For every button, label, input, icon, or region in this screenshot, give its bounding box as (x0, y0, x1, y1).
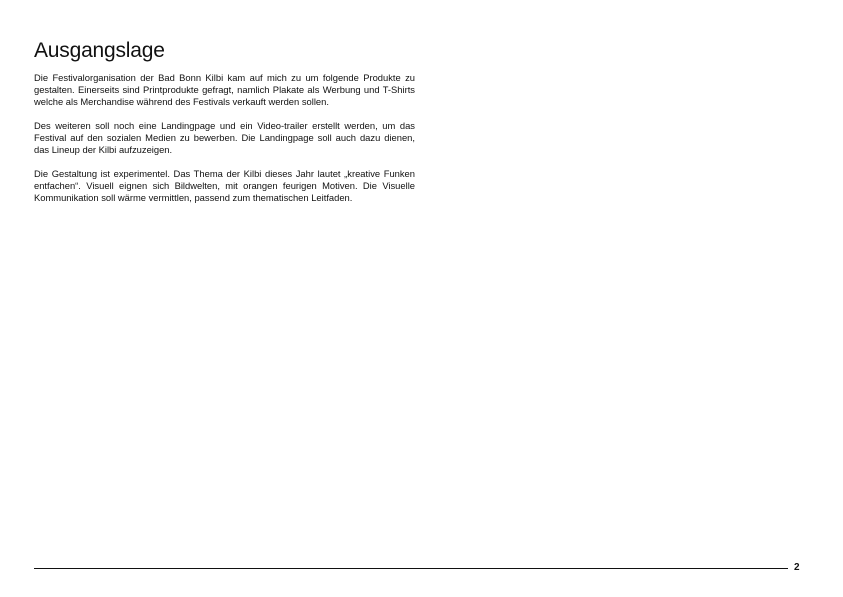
paragraph-3: Die Gestaltung ist experimentel. Das Thema der Kilbi dieses Jahr lautet „kreative Funken entfachen“. Visuell eignen sich Bildwelten, mit orangen feurigen Motiven. Die Visuelle Kommunikation soll wärme vermittlen, passend zum thematischen Leitfaden. (34, 168, 415, 203)
page-title: Ausgangslage (34, 39, 165, 62)
footer-divider (34, 568, 788, 569)
paragraph-2: Des weiteren soll noch eine Landingpage und ein Video-trailer erstellt werden, um das Festival auf den sozialen Medien zu bewerben. Die Landingpage soll auch dazu dienen, das Lineup der Kilbi aufzuzeigen. (34, 120, 415, 155)
body-text (34, 72, 415, 216)
page-number: 2 (794, 562, 800, 573)
paragraph-1: Die Festivalorganisation der Bad Bonn Kilbi kam auf mich zu um folgende Produkte zu gestalten. Einerseits sind Printprodukte gefragt, namlich Plakate als Werbung und T-Shirts welche als Merchandise während des Festivals verkauft werden sollen. (34, 72, 415, 107)
